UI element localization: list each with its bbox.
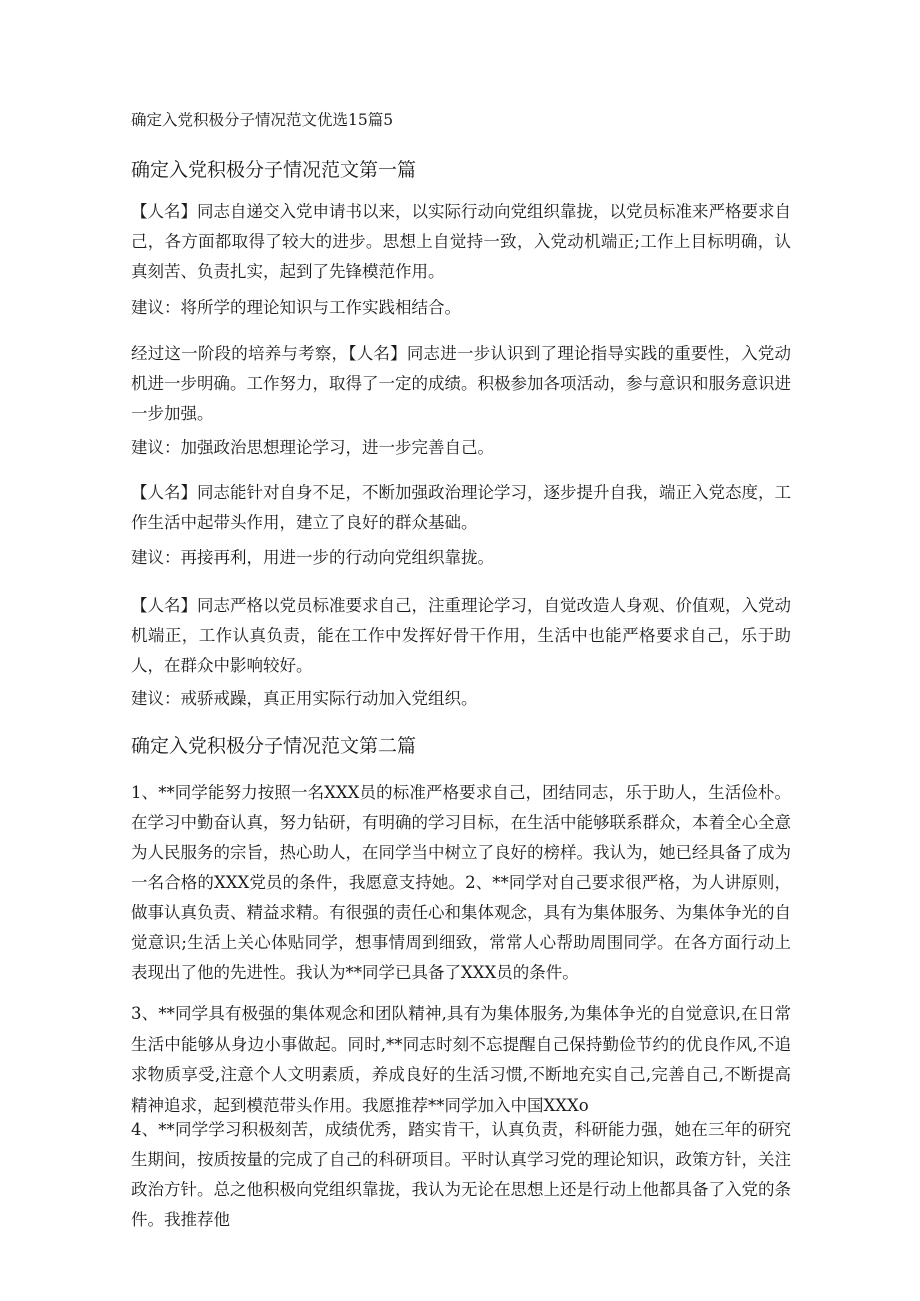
suggestion-paragraph: 建议：加强政治思想理论学习，进一步完善自己。 (131, 438, 494, 457)
section-heading-2: 确定入党积极分子情况范文第二篇 (131, 735, 417, 757)
paragraph: 3、**同学具有极强的集体观念和团队精神,具有为集体服务,为集体争光的自觉意识,在日常生活中能够从身边小事做起。同时,**同志时刻不忘提醒自己保持勤俭节约的优良作风,不追求物质享受,注意个人文明素质，养成良好的生活习惯,不断地充实自己,完善自己,不断提高精神追求，起到模范带头作用。我愿推荐**同学加入中国XXXo (131, 1004, 791, 1115)
paragraph: 1、**同学能努力按照一名XXX员的标准严格要求自己，团结同志，乐于助人，生活俭朴。在学习中勤奋认真，努力钻研，有明确的学习目标，在生活中能够联系群众，本着全心全意为人民服务的宗旨，热心助人，在同学当中树立了良好的榜样。我认为，她已经具备了成为一名合格的XXX党员的条件，我愿意支持她。2、**同学对自己要求很严格，为人讲原则，做事认真负责、精益求精。有很强的责任心和集体观念，具有为集体服务、为集体争光的自觉意识;生活上关心体贴同学，想事情周到细致，常常人心帮助周围同学。在各方面行动上表现出了他的先进性。我认为**同学已具备了XXX员的条件。 (131, 783, 791, 982)
section-heading-1: 确定入党积极分子情况范文第一篇 (131, 159, 417, 181)
suggestion-paragraph: 建议：再接再利，用进一步的行动向党组织靠拢。 (131, 548, 494, 567)
suggestion-paragraph: 建议：将所学的理论知识与工作实践相结合。 (131, 298, 461, 317)
suggestion-paragraph: 建议：戒骄戒躁，真正用实际行动加入党组织。 (131, 689, 478, 708)
paragraph: 【人名】同志能针对自身不足，不断加强政治理论学习，逐步提升自我，端正入党态度，工作生活中起带头作用，建立了良好的群众基础。 (131, 483, 791, 532)
paragraph: 【人名】同志自递交入党申请书以来，以实际行动向党组织靠拢，以党员标准来严格要求自己，各方面都取得了较大的进步。思想上自觉持一致，入党动机端正;工作上目标明确，认真刻苦、负责扎实，起到了先锋模范作用。 (131, 202, 791, 281)
document-title: 确定入党积极分子情况范文优选15篇5 (131, 111, 394, 129)
paragraph: 经过这一阶段的培养与考察，【人名】同志进一步认识到了理论指导实践的重要性，入党动机进一步明确。工作努力，取得了一定的成绩。积极参加各项活动，参与意识和服务意识进一步加强。 (131, 344, 791, 423)
paragraph: 【人名】同志严格以党员标准要求自己，注重理论学习，自觉改造人身观、价值观，入党动机端正，工作认真负责，能在工作中发挥好骨干作用，生活中也能严格要求自己，乐于助人，在群众中影响较好。 (131, 596, 791, 675)
paragraph: 4、**同学学习积极刻苦，成绩优秀，踏实肯干，认真负责，科研能力强，她在三年的研究生期间，按质按量的完成了自己的科研项目。平时认真学习党的理论知识，政策方针，关注政治方针。总之他积极向党组织靠拢，我认为无论在思想上还是行动上他都具备了入党的条件。我推荐他 (131, 1120, 791, 1229)
